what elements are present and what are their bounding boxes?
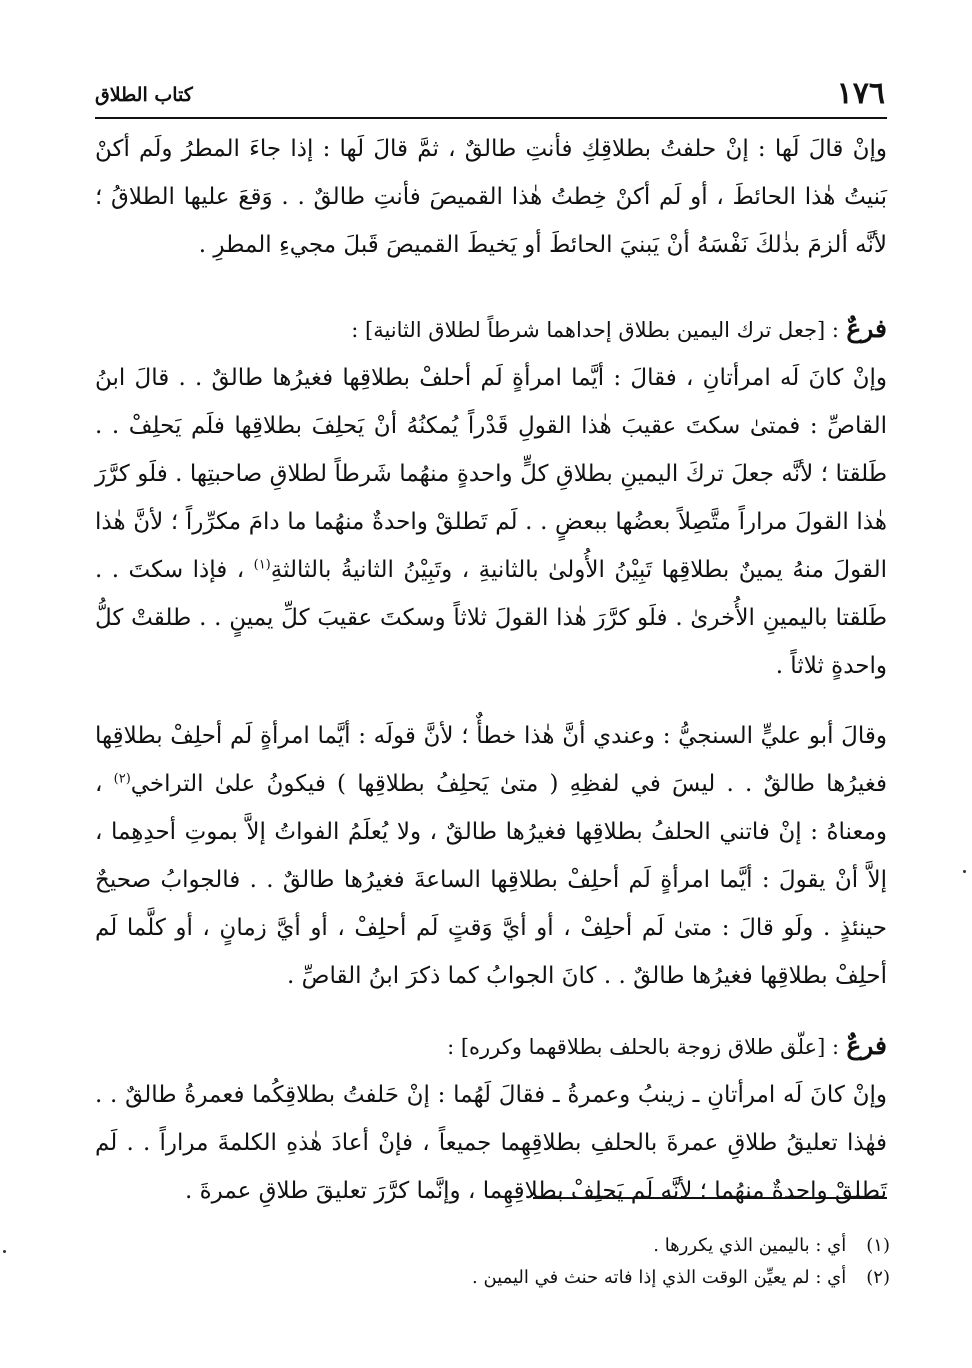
paragraph-4: وإنْ كانَ لَه امرأتانِ ـ زينبُ وعمرةُ ـ فقالَ لَهُما : إنْ حَلفتُ بطلاقِكُما فعمرةُ طالقٌ . . فهٰذا تعليقُ طلاقِ عمرةَ بالحلفِ بطلاقِهِما جميعاً ، فإنْ أعادَ هٰذهِ الكلمةَ مراراً . . لَم تَطلقْ واحدةٌ منهُما ؛ لأنَّه لَم يَحلِفْ بطلاقِهِما ، وإنَّما كرَّرَ تعليقَ طلاقِ عمرةَ . xyxy=(95,1082,887,1204)
paragraph-gap xyxy=(95,269,887,305)
paragraph-gap xyxy=(95,1000,887,1022)
branch-title: : [جعل ترك اليمين بطلاق إحداهما شرطاً لطلاق الثانية] : xyxy=(351,318,840,342)
branch-heading-2 xyxy=(95,1022,887,1071)
paragraph-gap xyxy=(95,690,887,712)
footnote-2 xyxy=(300,1262,890,1294)
footnote-rule xyxy=(533,1197,887,1199)
footnote-number: (٢) xyxy=(866,1267,890,1288)
footnote-ref-2[interactable]: (٢) xyxy=(113,771,131,787)
paragraph-3-text-a: وقالَ أبو عليٍّ السنجيُّ : وعندي أنَّ هٰذا خطأٌ ؛ لأنَّ قولَه : أيَّما امرأةٍ لَم أحلِفْ بطلاقِها فغيرُها طالقٌ . . ليسَ في لفظِهِ ( متىٰ يَحلِفُ بطلاقِها ) فيكونُ علىٰ التراخي xyxy=(95,723,887,797)
footnote-ref-1[interactable]: (١) xyxy=(253,557,271,573)
footnote-text: أي : لم يعيِّن الوقت الذي إذا فاته حنث في اليمين . xyxy=(472,1267,847,1288)
paragraph-2-text-a: وإنْ كانَ لَه امرأتانِ ، فقالَ : أيَّما امرأةٍ لَم أحلفْ بطلاقِها فغيرُها طالقٌ . . قالَ ابنُ القاصِّ : فمتىٰ سكتَ عقيبَ هٰذا القولِ قَدْراً يُمكنُهُ أنْ يَحلِفَ بطلاقِها فلَم يَحلِفْ . . طَلقتا ؛ لأنَّه جعلَ تركَ اليمينِ بطلاقِ كلٍّ واحدةٍ منهُما شَرطاً لطلاقِ صاحبتِها . فلَو كرَّرَ هٰذا القولَ مراراً متَّصِلاً بعضُها ببعضٍ . . لَم تَطلقْ واحدةٌ منهُما ما دامَ مكرِّراً ؛ لأنَّ هٰذا القولَ منهُ يمينٌ بطلاقِها تَبِيْنُ الأُولىٰ بالثانيةِ ، وتَبِيْنُ الثانيةُ بالثالثةِ xyxy=(95,365,888,583)
scan-speck xyxy=(3,1250,6,1253)
paragraph-3-text-b: ، ومعناهُ : إنْ فاتني الحلفُ بطلاقِها فغيرُها طالقٌ ، ولا يُعلَمُ الفواتُ إلاَّ بموتِ أحدِهِما ، إلاَّ أنْ يقولَ : أيَّما امرأةٍ لَم أحلِفْ بطلاقِها الساعةَ فغيرُها طالقٌ . . فالجوابُ صحيحٌ حينئذٍ . ولَو قالَ : متىٰ لَم أحلِفْ ، أو أيَّ وَقتٍ لَم أحلِفْ ، أو أيَّ زمانٍ ، أو كلَّما لَم أحلِفْ بطلاقِها فغيرُها طالقٌ . . كانَ الجوابُ كما ذكرَ ابنُ القاصِّ . xyxy=(95,771,887,989)
paragraph-2 xyxy=(95,354,887,690)
main-text xyxy=(95,125,887,1215)
page-number: ١٧٦ xyxy=(836,76,885,111)
footnote-1 xyxy=(300,1230,890,1262)
footnotes xyxy=(300,1230,890,1294)
page-header xyxy=(95,70,885,110)
branch-title: : [علّق طلاق زوجة بالحلف بطلاقهما وكرره] : xyxy=(447,1035,840,1059)
paragraph-3 xyxy=(95,712,887,1000)
footnote-text: أي : باليمين الذي يكررها . xyxy=(653,1235,847,1256)
branch-heading-1 xyxy=(95,305,887,354)
running-title: كتاب الطلاق xyxy=(95,84,193,106)
branch-label: فرعٌ xyxy=(846,314,887,343)
scan-speck xyxy=(963,870,966,873)
paragraph-1: وإنْ قالَ لَها : إنْ حلفتُ بطلاقِكِ فأنتِ طالقٌ ، ثمَّ قالَ لَها : إذا جاءَ المطرُ ولَم أكنْ بَنيتُ هٰذا الحائطَ ، أو لَم أكنْ خِطتُ هٰذا القميصَ فأنتِ طالقٌ . . وَقعَ عليها الطلاقُ ؛ لأنَّه ألزمَ بذٰلكَ نَفْسَهُ أنْ يَبنيَ الحائطَ أو يَخيطَ القميصَ قَبلَ مجيءِ المطرِ . xyxy=(95,136,887,258)
branch-label: فرعٌ xyxy=(846,1031,887,1060)
header-rule xyxy=(95,117,887,119)
footnote-number: (١) xyxy=(866,1235,890,1256)
paragraph-2-text-b: ، فإذا سكتَ . . طَلقتا باليمينِ الأُخرىٰ . فلَو كرَّرَ هٰذا القولَ ثلاثاً وسكتَ عقيبَ كلِّ يمينٍ . . طلقتْ كلُّ واحدةٍ ثلاثاً . xyxy=(95,557,887,679)
